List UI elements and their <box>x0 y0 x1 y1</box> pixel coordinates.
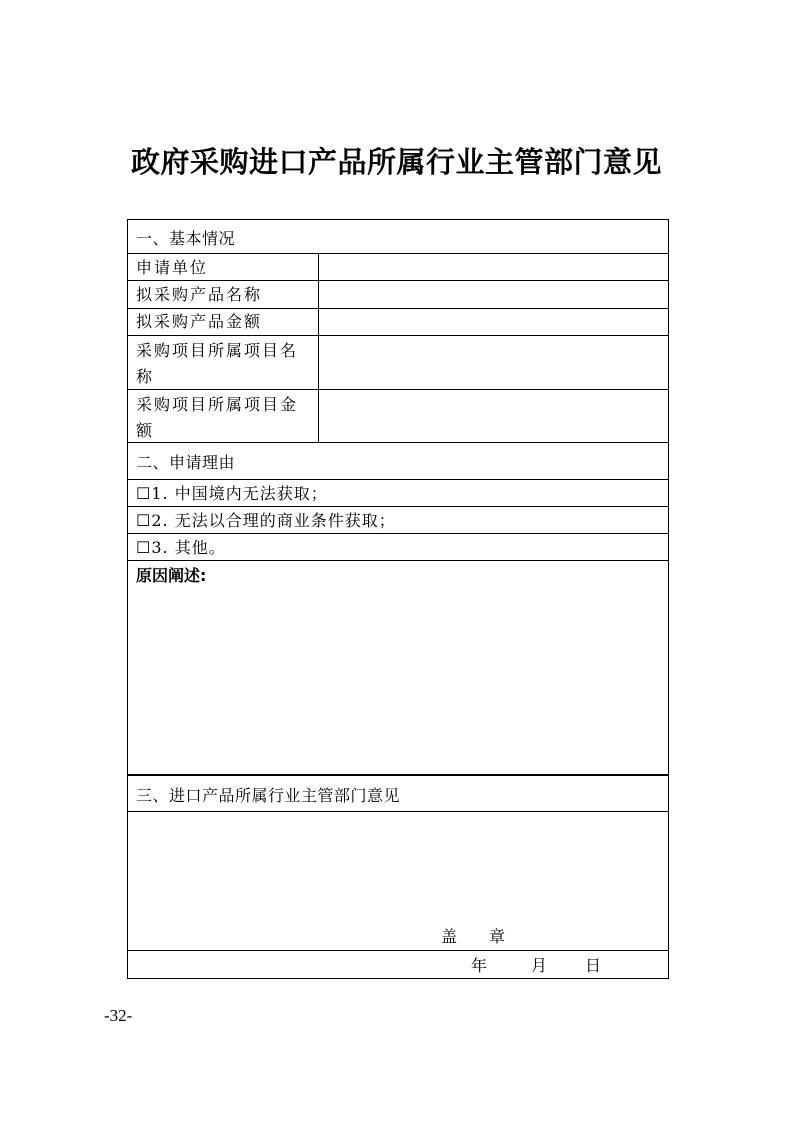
checkbox-icon[interactable]: ☐ <box>136 538 152 557</box>
date-month-label: 月 <box>531 956 550 975</box>
project-name-label-line1: 采购项目所属项目名 <box>136 341 299 360</box>
date-year-label: 年 <box>471 956 490 975</box>
page-number: -32- <box>104 1006 133 1025</box>
opinion-text-area[interactable] <box>136 815 660 945</box>
section2-heading: 二、申请理由 <box>136 453 236 472</box>
divider <box>128 280 668 281</box>
divider <box>128 479 668 480</box>
product-name-label: 拟采购产品名称 <box>136 285 263 304</box>
divider <box>128 560 668 561</box>
reason-option-3[interactable] <box>136 535 226 561</box>
reason-text-area[interactable] <box>136 592 660 770</box>
reason-option-2-text: 2. 无法以合理的商业条件获取； <box>151 511 396 530</box>
checkbox-icon[interactable]: ☐ <box>136 484 152 503</box>
divider <box>128 389 668 390</box>
project-amount-label <box>136 392 298 444</box>
divider <box>128 506 668 507</box>
divider <box>128 253 668 254</box>
reason-option-2[interactable] <box>136 508 396 534</box>
divider <box>128 533 668 534</box>
project-name-label-line2: 称 <box>136 367 155 386</box>
divider <box>128 335 668 336</box>
divider <box>128 811 668 812</box>
reason-option-1-text: 1. 中国境内无法获取； <box>151 484 328 503</box>
project-amount-label-line1: 采购项目所属项目金 <box>136 395 299 414</box>
column-divider <box>318 253 319 442</box>
section3-heading: 三、进口产品所属行业主管部门意见 <box>136 786 401 805</box>
seal-label: 盖 章 <box>441 927 506 946</box>
reason-option-3-text: 3. 其他。 <box>151 538 226 557</box>
applicant-label: 申请单位 <box>136 258 209 277</box>
divider <box>128 950 668 951</box>
divider <box>128 774 668 776</box>
reason-option-1[interactable] <box>136 481 328 507</box>
product-amount-label: 拟采购产品金额 <box>136 312 263 331</box>
divider <box>128 442 668 443</box>
reason-label: 原因阐述: <box>136 566 207 585</box>
project-amount-label-line2: 额 <box>136 421 155 440</box>
checkbox-icon[interactable]: ☐ <box>136 511 152 530</box>
document-title: 政府采购进口产品所属行业主管部门意见 <box>130 145 662 179</box>
project-name-label <box>136 338 298 390</box>
section1-heading: 一、基本情况 <box>136 229 236 248</box>
application-form <box>127 219 669 979</box>
date-day-label: 日 <box>585 956 604 975</box>
